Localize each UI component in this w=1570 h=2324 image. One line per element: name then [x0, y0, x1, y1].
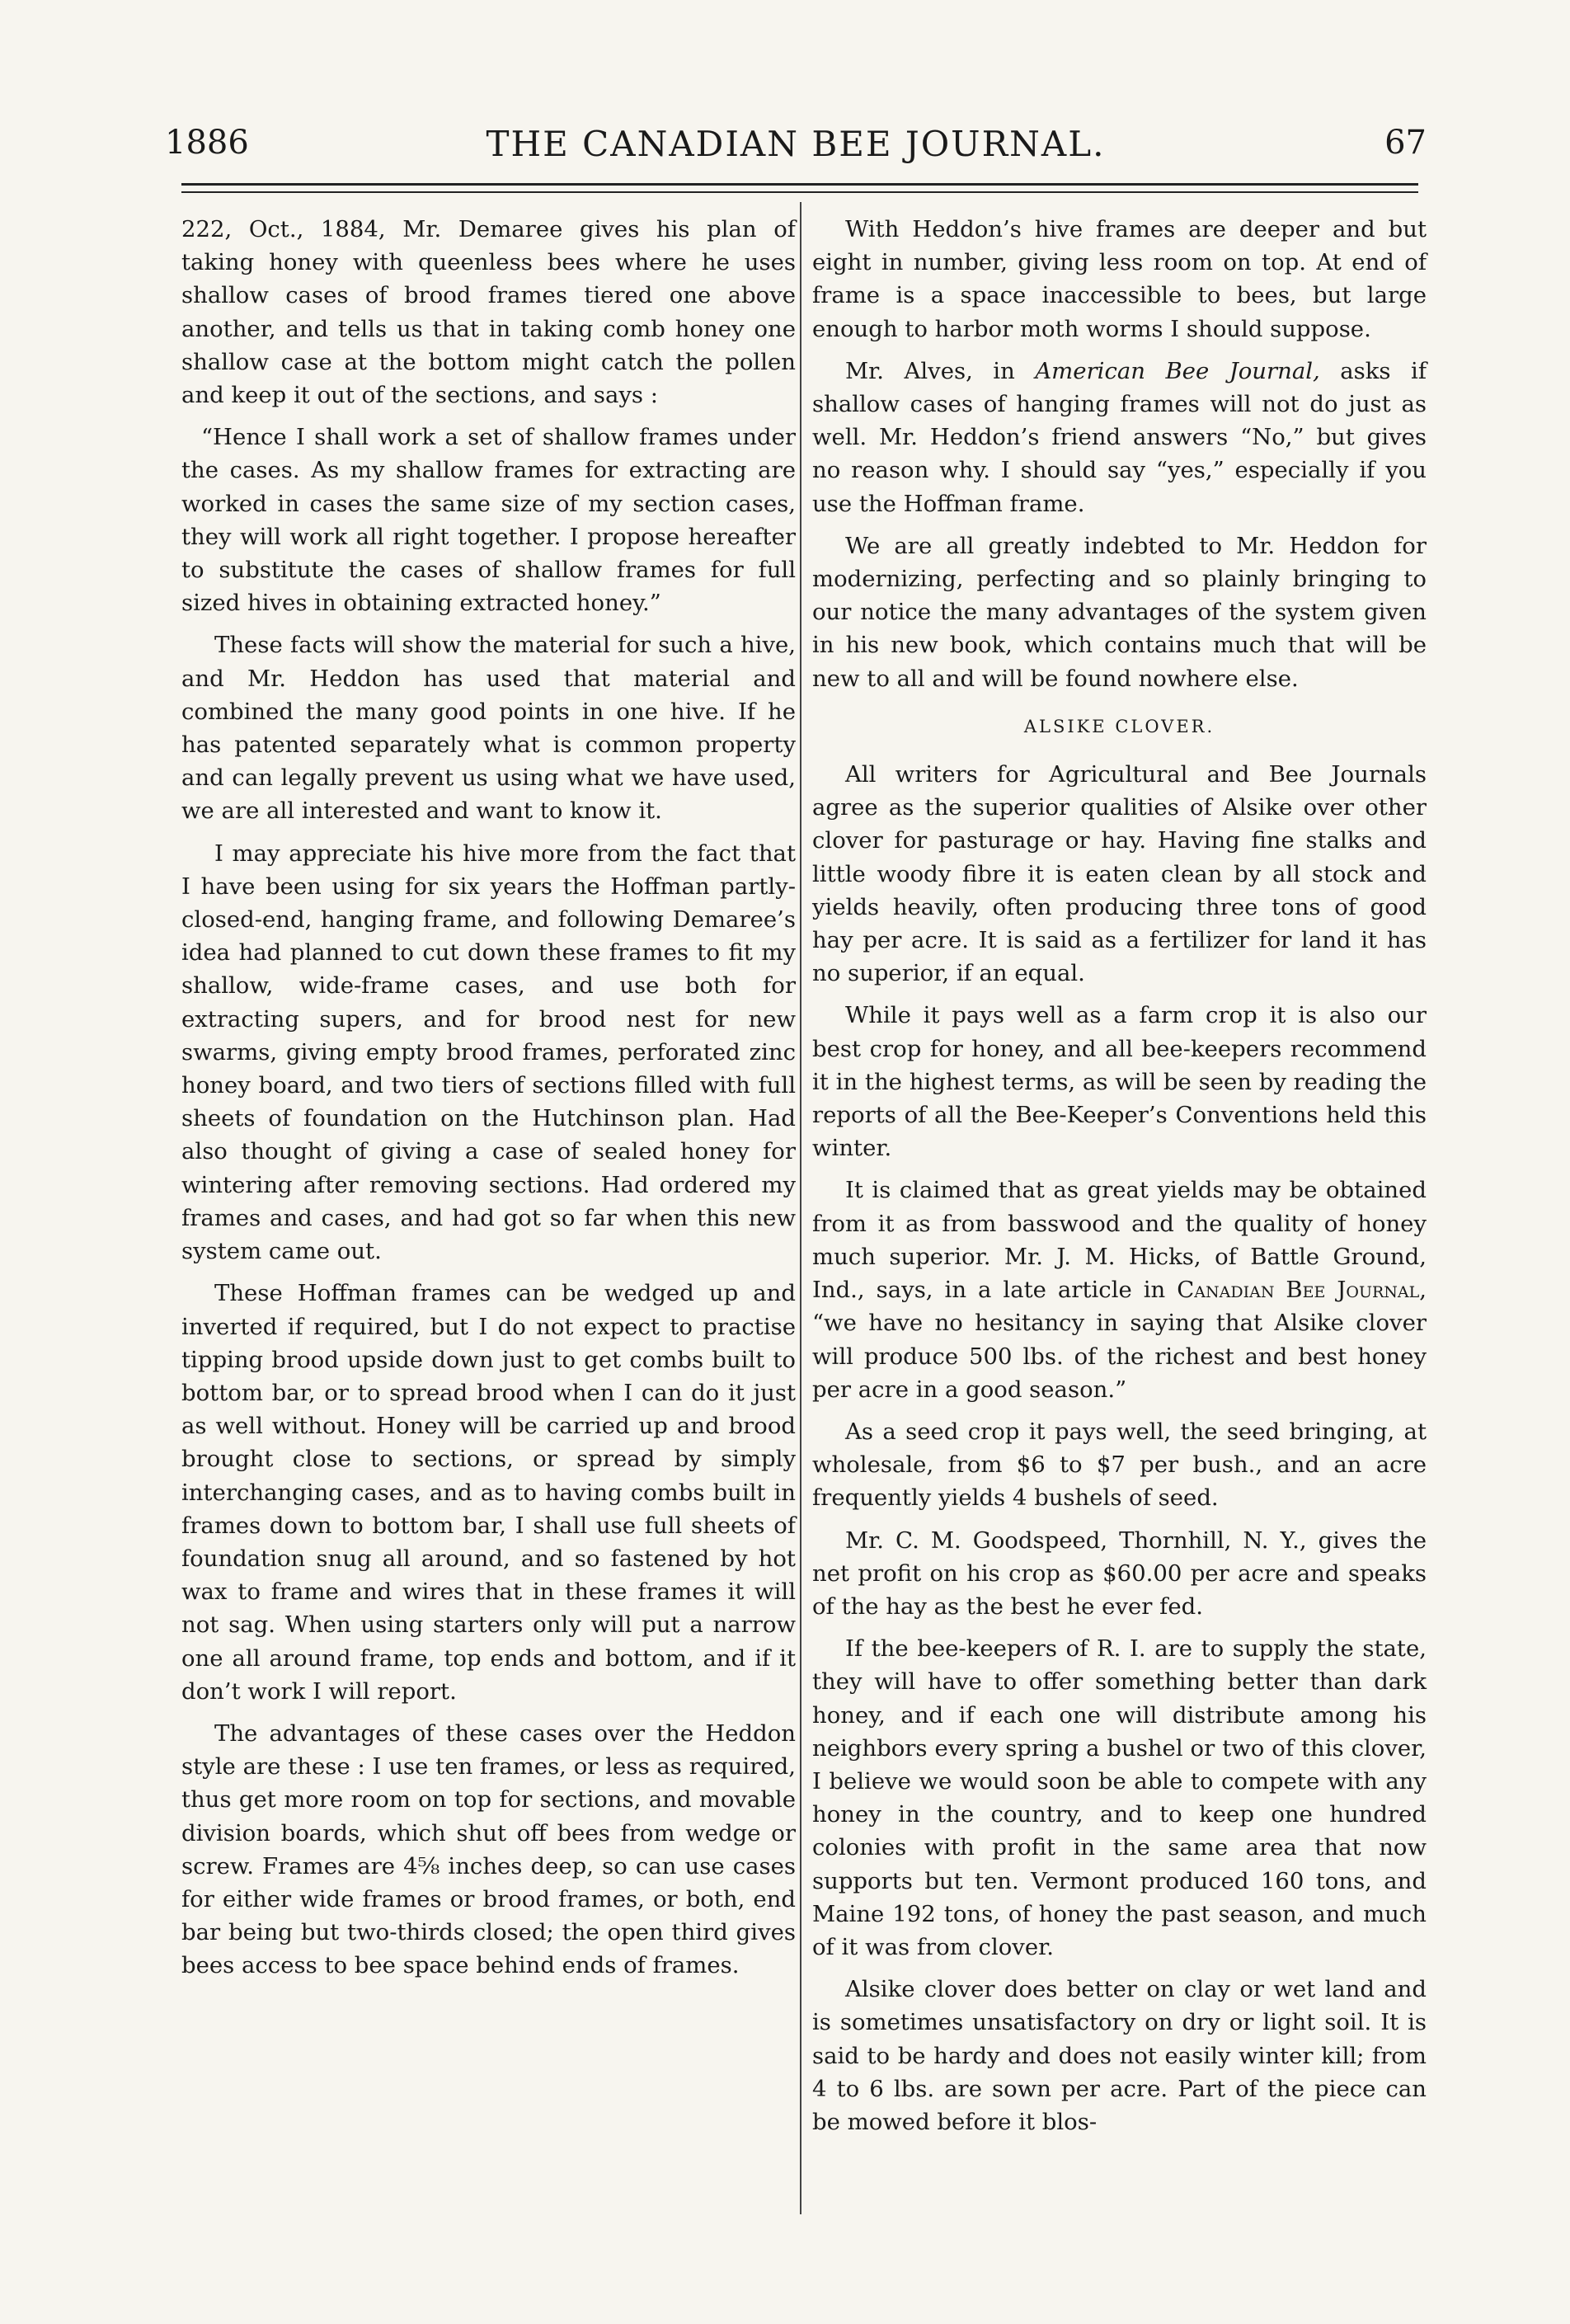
paragraph: All writers for Agricultural and Bee Journals agree as the superior qualities of Alsike over other clover for pasturage or hay. Having fine stalks and little woody fibre it is eaten clean by all stock and yields heavily, often producing three tons of good hay per acre. It is said as a fertilizer for land it has no superior, if an equal.: [812, 761, 1427, 987]
journal-title: THE CANADIAN BEE JOURNAL.: [486, 124, 1106, 164]
header-rule-thin: [181, 191, 1418, 193]
text-run: asks if shallow cases of hanging frames will not do just as well. Mr. Heddon’s friend answers “No,” but gives no reason why. I should say “yes,” especially if you use the Hoffman frame.: [812, 357, 1427, 517]
section-heading: ALSIKE CLOVER.: [1023, 716, 1215, 736]
paragraph: If the bee-keepers of R. I. are to supply the state, they will have to offer something better than dark honey, and if each one will distribute among his neighbors every spring a bushel or two of this clover, I believe we would soon be able to compete with any honey in the country, and to keep one hundred colonies with profit in the same area that now supports but ten. Vermont produced 160 tons, and Maine 192 tons, of honey the past season, and much of it was from clover.: [812, 1635, 1427, 1960]
paragraph: 222, Oct., 1884, Mr. Demaree gives his plan of taking honey with queenless bees where he uses shallow cases of brood frames tiered one above another, and tells us that in taking comb honey one shallow case at the bottom might catch the pollen and keep it out of the sections, and says :: [181, 216, 796, 409]
journal-name-italic: American Bee Journal,: [1035, 357, 1320, 384]
paragraph: We are all greatly indebted to Mr. Heddon for modernizing, perfecting and so plainly bringing to our notice the many advantages of the system given in his new book, which contains much that will be new to all and will be found nowhere else.: [812, 532, 1427, 692]
page-header: [165, 124, 1427, 173]
paragraph: With Heddon’s hive frames are deeper and but eight in number, giving less room on top. At end of frame is a space inaccessible to bees, but large enough to harbor moth worms I should suppose.: [812, 216, 1427, 342]
paragraph: As a seed crop it pays well, the seed bringing, at wholesale, from $6 to $7 per bush., and an acre frequently yields 4 bushels of seed.: [812, 1418, 1427, 1512]
text-run: , “we have no hesitancy in saying that Alsike clover will produce 500 lbs. of the richest and best honey per acre in a good season.”: [812, 1277, 1427, 1403]
page-number: 67: [1384, 124, 1427, 162]
paragraph: These Hoffman frames can be wedged up and inverted if required, but I do not expect to practise tipping brood upside down just to get combs built to bottom bar, or to spread brood when I can do it just as well without. Honey will be carried up and brood brought close to sections, or spread by simply interchanging cases, and as to having combs built in frames down to bottom bar, I shall use full sheets of foundation snug all around, and so fastened by hot wax to frame and wires that in these frames it will not sag. When using starters only will put a narrow one all around frame, top ends and bottom, and if it don’t work I will report.: [181, 1280, 796, 1705]
quote-paragraph: “Hence I shall work a set of shallow frames under the cases. As my shallow frames for extracting are worked in cases the same size of my section cases, they will work all right together. I propose hereafter to substitute the cases of shallow frames for full sized hives in obtaining extracted honey.”: [181, 424, 796, 617]
right-column: [812, 213, 1427, 2148]
text-run: It is claimed that as great yields may be obtained from it as from basswood and the quality of honey much superior. Mr. J. M. Hicks, of Battle Ground, Ind., says, in a late article in: [812, 1177, 1427, 1304]
paragraph: While it pays well as a farm crop it is also our best crop for honey, and all bee-keepers recommend it in the highest terms, as will be seen by reading the reports of all the Bee-Keeper’s Conventions held this winter.: [812, 1002, 1427, 1162]
paragraph: The advantages of these cases over the Heddon style are these : I use ten frames, or less as required, thus get more room on top for sections, and movable division boards, which shut off bees from wedge or screw. Frames are 4⅝ inches deep, so can use cases for either wide frames or brood frames, or both, end bar being but two-thirds closed; the open third gives bees access to bee space behind ends of frames.: [181, 1719, 796, 1979]
header-year: 1886: [165, 124, 249, 162]
column-divider: [800, 202, 801, 2214]
paragraph: I may appreciate his hive more from the fact that I have been using for six years the Hoffman partly-closed-end, hanging frame, and following Demaree’s idea had planned to cut down these frames to fit my shallow, wide-frame cases, and use both for extracting supers, and for brood nest for new swarms, giving empty brood frames, perforated zinc honey board, and two tiers of sections filled with full sheets of foundation on the Hutchinson plan. Had also thought of giving a case of sealed honey for wintering after removing sections. Had ordered my frames and cases, and had got so far when this new system came out.: [181, 840, 796, 1265]
paragraph: Mr. C. M. Goodspeed, Thornhill, N. Y., gives the net profit on his crop as $60.00 per acre and speaks of the hay as the best he ever fed.: [812, 1527, 1427, 1620]
paragraph: [812, 355, 1427, 520]
paragraph: [812, 1174, 1427, 1405]
paragraph: These facts will show the material for such a hive, and Mr. Heddon has used that material and combined the many good points in one hive. If he has patented separately what is common property and can legally prevent us using what we have used, we are all interested and want to know it.: [181, 632, 796, 825]
left-column: [181, 213, 796, 1992]
paragraph: Alsike clover does better on clay or wet land and is sometimes unsatisfactory on dry or light soil. It is said to be hardy and does not easily winter kill; from 4 to 6 lbs. are sown per acre. Part of the piece can be mowed before it blos-: [812, 1976, 1427, 2135]
header-rule-thick: [181, 183, 1418, 186]
text-run: Mr. Alves, in: [845, 357, 1036, 384]
journal-name-smallcaps: Canadian Bee Journal: [1177, 1277, 1420, 1304]
